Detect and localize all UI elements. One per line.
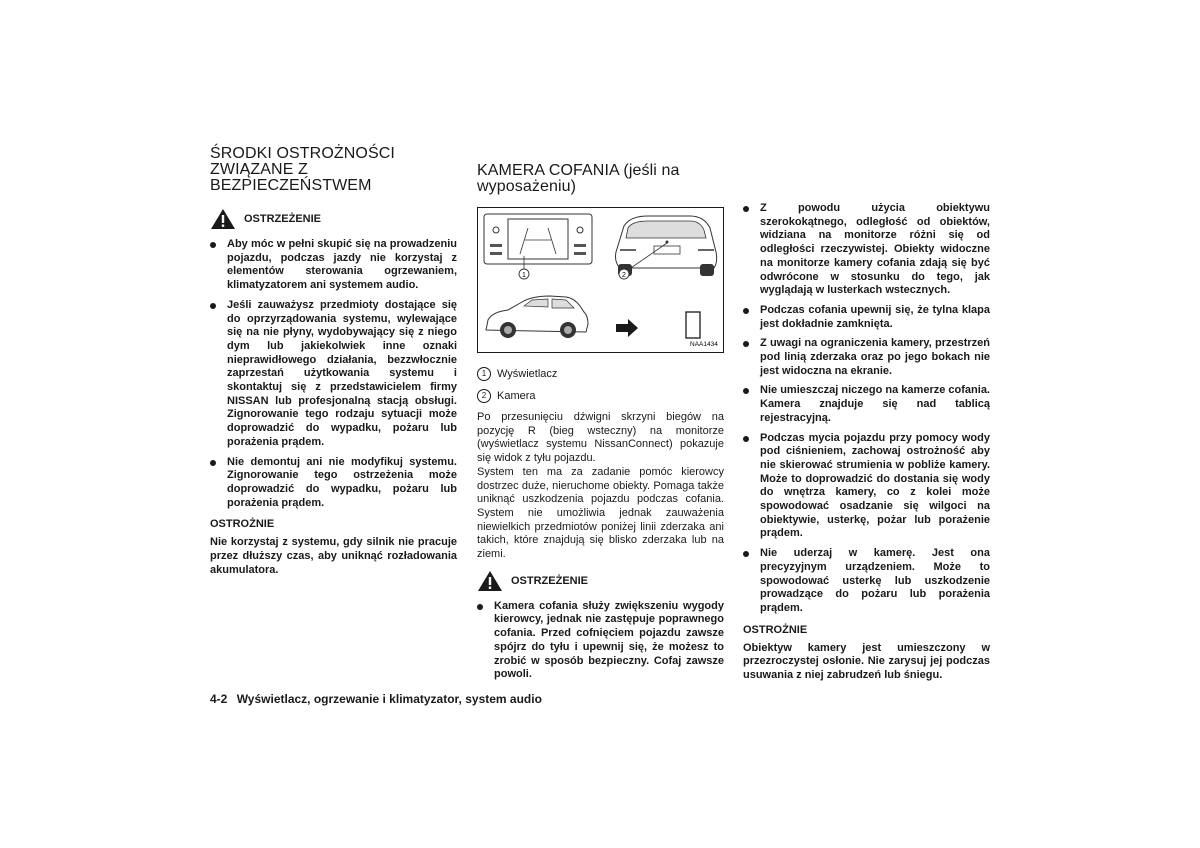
paragraph-1: Po przesunięciu dźwigni skrzyni biegów na pozycję R (bieg wsteczny) na monitorze (wyświetlacz systemu NissanConnect) pokazuje się widok z tyłu pojazdu. bbox=[477, 411, 724, 465]
legend-item-display bbox=[477, 367, 724, 381]
page-number: 4-2 bbox=[210, 692, 228, 706]
bullet-icon bbox=[210, 460, 216, 466]
list-item-text: Podczas cofania upewnij się, że tylna klapa jest dokładnie zamknięta. bbox=[760, 303, 990, 330]
title-line-2: ZWIĄZANE Z bbox=[210, 161, 308, 178]
warning-header bbox=[210, 208, 457, 230]
list-item bbox=[743, 304, 990, 331]
display-unit-illustration bbox=[484, 214, 592, 270]
list-item-text: Z powodu użycia obiektywu szerokokątnego, odległość od obiektów, widziana na monitorze różni się od odległości rzeczywistej. Obiekty widoczne na monitorze kamery cofania zdają się być odwrócone w stosunku do tego, jak wyglądają w lusterkach wstecznych. bbox=[760, 202, 990, 297]
bullet-icon bbox=[743, 436, 749, 442]
column-1 bbox=[210, 146, 457, 577]
list-item-text: Podczas mycia pojazdu przy pomocy wody pod ciśnieniem, zachowaj ostrożność aby nie skierować strumienia w pobliże kamery. Może to doprowadzić do dostania się wody do wnętrza kamery, co z kolei może spowodować osadzanie się wilgoci na obiektywie, usterkę, pożar lub porażenie prądem. bbox=[760, 431, 990, 540]
callout-1 bbox=[519, 269, 529, 279]
list-item-text: Kamera cofania służy zwiększeniu wygody kierowcy, jednak nie zastępuje poprawnego cofania. Przed cofnięciem pojazdu zawsze spójrz do tyłu i upewnij się, że możesz to zrobić w sposób bezpieczny. Cofaj zawsze powoli. bbox=[494, 599, 724, 681]
camera-figure bbox=[477, 207, 724, 353]
paragraph-2: System ten ma za zadanie pomóc kierowcy dostrzec duże, nieruchome obiekty. Pomaga także uniknąć uszkodzenia pojazdu podczas cofania. System nie umożliwia jednak zauważenia niewielkich przedmiotów poniżej linii zderzaka ani takich, które znajdują się blisko zderzaka lub na ziemi. bbox=[477, 465, 724, 561]
list-item bbox=[210, 299, 457, 450]
title-line-3: BEZPIECZEŃSTWEM bbox=[210, 177, 372, 194]
column-2 bbox=[477, 163, 724, 688]
warning-triangle-icon bbox=[210, 208, 236, 230]
page-footer bbox=[210, 692, 542, 706]
warning-list bbox=[210, 238, 457, 510]
callout-2 bbox=[619, 269, 629, 279]
bullet-icon bbox=[477, 604, 483, 610]
callout-1-number: 1 bbox=[522, 272, 526, 279]
figure-code: NAA1434 bbox=[690, 341, 718, 348]
title-line-2: wyposażeniu) bbox=[477, 178, 577, 195]
list-item-text: Aby móc w pełni skupić się na prowadzeniu pojazdu, podczas jazdy nie korzystaj z elementów sterowania ogrzewaniem, klimatyzatorem ani systemem audio. bbox=[227, 238, 457, 292]
warning-triangle-icon bbox=[477, 570, 503, 592]
caution-text: Nie korzystaj z systemu, gdy silnik nie pracuje przez dłuższy czas, aby uniknąć rozładowania akumulatora. bbox=[210, 536, 457, 576]
warning-label: OSTRZEŻENIE bbox=[511, 574, 589, 587]
bullet-icon bbox=[743, 341, 749, 347]
list-item bbox=[743, 384, 990, 425]
section-title bbox=[210, 146, 457, 194]
list-item-text: Nie demontuj ani nie modyfikuj systemu. Zignorowanie tego ostrzeżenia może doprowadzić do wypadku, pożaru lub porażenia prądem. bbox=[227, 455, 457, 509]
title-line-1: ŚRODKI OSTROŻNOŚCI bbox=[210, 145, 395, 162]
warning-header bbox=[477, 570, 724, 592]
arrow-right-icon bbox=[616, 319, 638, 337]
caution-text: Obiektyw kamery jest umieszczony w przezroczystej osłonie. Nie zarysuj jej podczas usuwania z niej zabrudzeń lub śniegu. bbox=[743, 641, 990, 682]
callout-2-number: 2 bbox=[622, 272, 626, 279]
title-main: KAMERA COFANIA bbox=[477, 162, 619, 179]
list-item bbox=[743, 547, 990, 616]
caution-label: OSTROŻNIE bbox=[743, 623, 808, 636]
bullet-icon bbox=[743, 388, 749, 394]
list-item bbox=[210, 456, 457, 511]
chapter-title: Wyświetlacz, ogrzewanie i klimatyzator, system audio bbox=[236, 692, 542, 706]
list-item-text: Nie umieszczaj niczego na kamerze cofania. Kamera znajduje się nad tablicą rejestracyjną. bbox=[760, 384, 990, 424]
warning-label: OSTRZEŻENIE bbox=[244, 213, 322, 225]
warning-list bbox=[477, 600, 724, 682]
list-item bbox=[210, 238, 457, 293]
legend-label: Kamera bbox=[497, 390, 536, 402]
figure-illustration bbox=[478, 208, 723, 352]
list-item bbox=[743, 432, 990, 542]
car-side-illustration bbox=[486, 296, 588, 338]
list-item bbox=[743, 202, 990, 298]
bullet-icon bbox=[210, 242, 216, 248]
bullet-icon bbox=[743, 308, 749, 314]
bullet-icon bbox=[743, 551, 749, 557]
car-rear-illustration bbox=[616, 216, 717, 276]
legend-number: 1 bbox=[477, 367, 491, 381]
list-item-text: Z uwagi na ograniczenia kamery, przestrzeń pod linią zderzaka oraz po jego bokach nie jest widoczna na ekranie. bbox=[760, 337, 990, 377]
caution-label: OSTROŻNIE bbox=[210, 518, 275, 531]
list-item-text: Jeśli zauważysz przedmioty dostające się do oprzyrządowania systemu, wylewające się na nie płyny, wydobywający się z niego dym lub jakiekolwiek inne oznaki nieprawidłowego działania, bezzwłocznie zaprzestań użytkowania systemu i skontaktuj się z przedstawicielem firmy NISSAN lub profesjonalną stacją obsługi. Zignorowanie tego rodzaju sytuacji może doprowadzić do wypadku, pożaru lub porażenia prądem. bbox=[227, 298, 457, 448]
obstacle-illustration bbox=[686, 312, 700, 338]
legend-number: 2 bbox=[477, 389, 491, 403]
bullet-list bbox=[743, 202, 990, 616]
column-3 bbox=[743, 202, 990, 683]
bullet-icon bbox=[210, 303, 216, 309]
legend-label: Wyświetlacz bbox=[497, 368, 558, 380]
list-item-text: Nie uderzaj w kamerę. Jest ona precyzyjnym urządzeniem. Może to spowodować usterkę lub uszkodzenie prowadzące do pożaru lub porażenia prądem. bbox=[760, 547, 990, 614]
bullet-icon bbox=[743, 206, 749, 212]
section-title bbox=[477, 163, 724, 195]
list-item bbox=[477, 600, 724, 682]
legend-item-camera bbox=[477, 389, 724, 403]
title-suffix: (jeśli na bbox=[618, 162, 680, 179]
list-item bbox=[743, 337, 990, 378]
